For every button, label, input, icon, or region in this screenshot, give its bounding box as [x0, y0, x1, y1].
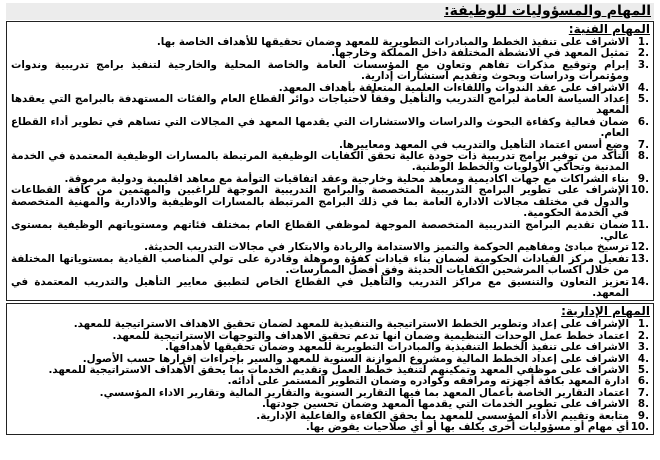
- duty-item-number: 5.: [637, 93, 649, 106]
- duty-item: [11, 117, 649, 140]
- duty-item-number: 14.: [630, 275, 649, 288]
- administrative-duties-section: [6, 303, 654, 435]
- duty-item-number: 3.: [637, 58, 649, 71]
- duty-item-text: ضمان فعالية وكفاءة البحوث والدراسات والاستشارات التي يقدمها المعهد في المجالات التي تساهم في تطوير أداء القطاع العام.: [11, 115, 629, 140]
- duty-item-text: متابعة وتقييم الأداء المؤسسي للمعهد بما يحقق الكفاءة والفاعلية الإدارية.: [256, 409, 629, 422]
- duty-item: [11, 254, 649, 277]
- duty-item-number: 1.: [637, 36, 649, 48]
- duty-item-number: 10.: [630, 184, 649, 197]
- duty-item-text: الاشراف على تطوير الخدمات التي يقدمها المعهد وضمان تحسين جودتها.: [262, 398, 629, 411]
- duty-item-text: ادارة المعهد بكافة أجهزته ومرافقه وكوادره وضمان التطوير المستمر على أدائه.: [227, 375, 629, 388]
- duty-item-text: أي مهام أو مسؤوليات أخرى يكلف بها أو أي صلاحيات يفوض بها.: [305, 421, 629, 433]
- duty-item: [11, 94, 649, 117]
- duty-item-text: ترسيخ مبادئ ومفاهيم الحوكمة والتميز والاستدامة والريادة والابتكار في مجالات التدريب الحديثة.: [144, 241, 629, 254]
- duty-item-number: 9.: [637, 172, 649, 185]
- duty-item: [11, 342, 649, 353]
- duty-item-number: 4.: [637, 352, 649, 365]
- duty-item: [11, 422, 649, 433]
- duty-item-text: الإشراف على إعداد وتطوير الخطط الاستراتيجية والتنفيذية للمعهد لضمان تحقيق الاهداف الاستراتيجية للمعهد.: [73, 318, 629, 331]
- duty-item-number: 13.: [630, 252, 649, 265]
- duty-item-number: 8.: [637, 150, 649, 163]
- duty-item-text: التأكد من توفير برامج تدريبية ذات جودة عالية تحقق الكفايات الوظيفية المرتبطة بالمسارات الوظيفية المعتمدة في الخدمة المدنية وتحاكي الأولويات والخطط الوطنية.: [11, 150, 629, 174]
- duty-item-text: الاشراف على تنفيذ الخطط التنفيذية والمبادرات التطويرية للمعهد وضمان تحقيقها لأهدافها.: [164, 341, 629, 354]
- duty-item: [11, 60, 649, 83]
- duty-item-text: بناء الشراكات مع جهات اكاديمية ومعاهد محلية وخارجية وعقد اتفاقيات التوأمة مع معاهد اقليمية ودولية مرموقة.: [64, 172, 629, 185]
- duty-item-number: 3.: [637, 341, 649, 354]
- duty-item-text: وضع أسس اعتماد التأهيل والتدريب في المعهد ومعاييرها.: [338, 138, 629, 151]
- duty-item-text: تفعيل مركز القيادات الحكومية لضمان بناء قيادات كفؤة وموهلة وقادرة على تولي المناصب القيادية بمستوياتها المختلفة من خلال اكساب المرشحين الكفايات الحديثة وفق أفضل الممارسات.: [11, 252, 629, 277]
- duty-item-text: الاشراف على إعداد الخطط المالية ومشروع الموازنة السنوية للمعهد والسير بإجراءات إقرارها حسب الأصول.: [82, 352, 629, 365]
- duty-item-number: 6.: [637, 115, 649, 128]
- duty-item-number: 10.: [630, 421, 649, 433]
- duty-item: [11, 242, 649, 253]
- duty-item-number: 6.: [637, 375, 649, 388]
- duty-item-number: 2.: [637, 47, 649, 60]
- duty-item-number: 12.: [630, 241, 649, 254]
- duty-item-text: الاشراف على تنفيذ الخطط والمبادرات التطويرية للمعهد وضمان تحقيقها للأهداف الخاصة بها.: [156, 36, 629, 48]
- duty-item-number: 5.: [637, 363, 649, 376]
- duty-item-number: 11.: [630, 218, 649, 231]
- duty-item: [11, 220, 649, 243]
- duty-item-number: 8.: [637, 398, 649, 411]
- duty-item-text: الإشراف على تطوير البرامج التدريبية المتخصصة والبرامج التدريبية الموجهة للراغبين والمهتمين من كافة القطاعات والدول في مختلف مجالات الادارة العامة بما في ذلك البرامج المرتبطة بالمسارات الوظيفية والادارية والمهنية المتخصصة في الخدمة الحكومية.: [11, 184, 629, 220]
- duty-item-text: الاشراف على عقد الندوات واللقاءات العلمية المتعلقة بأهداف المعهد.: [278, 81, 629, 94]
- duty-item-number: 2.: [637, 329, 649, 342]
- duty-item-text: الاشراف على موظفي المعهد وتمكينهم لتنفيذ خطط العمل وتقديم الخدمات بما يحقق الأهداف الاستراتيجية للمعهد.: [48, 363, 629, 376]
- duty-item-text: اعتماد خطط عمل الوحدات التنظيمية وضمان انها تدعم تحقيق الاهداف والتوجهات الاستراتيجية للمعهد.: [112, 329, 629, 342]
- duty-item: [11, 277, 649, 300]
- duty-item-number: 1.: [637, 318, 649, 331]
- duty-item-number: 9.: [637, 409, 649, 422]
- duty-item: [11, 399, 649, 410]
- duty-item-text: إعداد السياسة العامة لبرامج التدريب والتأهيل وفقاً لاحتياجات دوائر القطاع العام والفئات المستهدفة بالبرامج التي يعقدها المعهد: [11, 93, 629, 117]
- duty-item-text: ضمان تقديم البرامج التدريبية المتخصصة الموجهة لموظفي القطاع العام بمختلف فئاتهم ومستوياتهم الوظيفية بمستوى عالي.: [11, 218, 629, 242]
- duty-item-text: إبرام وتوقيع مذكرات تفاهم وتعاون مع المؤسسات العامة والخاصة المحلية والخارجية لتنفيذ برامج تدريبية وندوات ومؤتمرات ودراسات وبحوث وتقديم استشارات إدارية.: [11, 58, 629, 83]
- technical-duties-section: [6, 21, 654, 301]
- administrative-duties-heading: المهام الإدارية:: [561, 304, 650, 319]
- document-title: المهام والمسؤوليات للوظيفة:: [6, 3, 654, 20]
- duty-item-number: 7.: [637, 386, 649, 399]
- duty-item-text: تمثيل المعهد في الانشطة المختلفة داخل المملكة وخارجها.: [331, 47, 629, 60]
- duty-item-text: تعزيز التعاون والتنسيق مع مراكز التدريب والتأهيل في القطاع الخاص لتطبيق معايير التأهيل والتدريب المعتمدة في المعهد.: [11, 275, 629, 299]
- technical-duties-heading: المهام الفنية:: [568, 22, 650, 36]
- technical-duties-list: [7, 37, 653, 300]
- administrative-duties-list: [7, 319, 653, 434]
- duty-item: [11, 185, 649, 219]
- duty-item-number: 4.: [637, 81, 649, 94]
- duty-item-number: 7.: [637, 138, 649, 151]
- duty-item: [11, 151, 649, 174]
- duty-item-text: اعتماد التقارير الخاصة بأعمال المعهد بما فيها التقارير السنوية والتقارير المالية وتقارير الاداء المؤسسي.: [99, 386, 629, 399]
